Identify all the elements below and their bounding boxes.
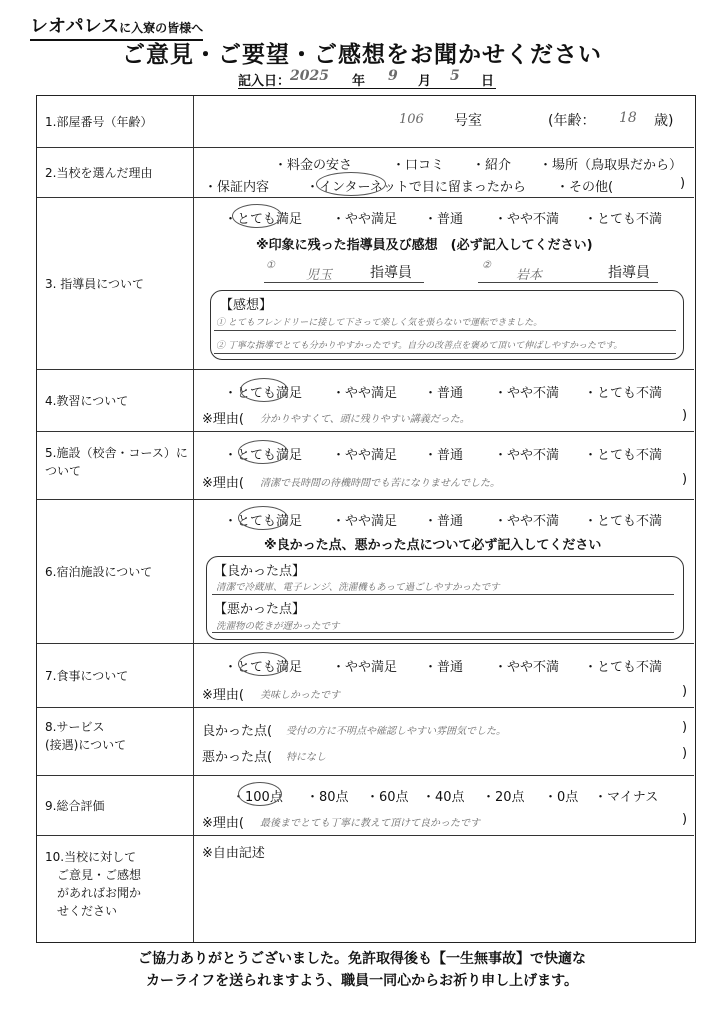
reason-label: ※理由( [202, 476, 244, 491]
close-paren: ) [682, 472, 688, 487]
bad-label: 【悪かった点】 [214, 602, 306, 617]
option-internet[interactable]: ・インターネットで目に留まったから [306, 180, 526, 195]
entry-date [238, 70, 496, 89]
reason-value[interactable]: 美味しかったです [260, 690, 340, 701]
selection-circle [238, 652, 288, 676]
date-day[interactable]: 5 [450, 68, 460, 84]
option-somewhat-dissatisfied[interactable]: ・やや不満 [494, 386, 560, 401]
option-somewhat-dissatisfied[interactable]: ・やや不満 [494, 448, 560, 463]
instructor-note: ※印象に残った指導員及び感想 (必ず記入してください) [256, 238, 593, 253]
close-paren: ) [682, 746, 688, 761]
free-comment-area[interactable] [202, 864, 686, 934]
age-label: (年齢： [548, 113, 596, 129]
impressions-label: 【感想】 [220, 298, 273, 313]
reason-label: ※理由( [202, 688, 244, 703]
row-lodging [37, 500, 694, 644]
option-somewhat-satisfied[interactable]: ・やや満足 [332, 386, 398, 401]
reason-value[interactable]: 最後までとても丁寧に教えて頂けて良かったです [260, 818, 480, 829]
selection-circle [238, 440, 288, 464]
option-somewhat-satisfied[interactable]: ・やや満足 [332, 448, 398, 463]
underline [264, 282, 424, 283]
row-label: 7.食事について [37, 644, 194, 707]
instructor2-name[interactable]: 岩本 [516, 268, 543, 283]
instructor2-number: ② [482, 260, 491, 271]
row-label: 5.施設（校舎・コース）について [37, 432, 194, 499]
row-label: 1.部屋番号（年齢） [37, 96, 194, 147]
row-overall [37, 776, 694, 836]
option-guarantee[interactable]: ・保証内容 [204, 180, 270, 195]
option-referral[interactable]: ・紹介 [472, 158, 512, 173]
reason-label: ※理由( [202, 412, 244, 427]
page-title: ご意見・ご要望・ご感想をお聞かせください [122, 42, 602, 68]
option-40[interactable]: ・40点 [422, 790, 465, 805]
reason-label: ※理由( [202, 816, 244, 831]
option-80[interactable]: ・80点 [306, 790, 349, 805]
row-service [37, 708, 694, 776]
option-neutral[interactable]: ・普通 [424, 660, 464, 675]
row-room [37, 96, 694, 148]
option-very-dissatisfied[interactable]: ・とても不満 [584, 386, 663, 401]
option-somewhat-dissatisfied[interactable]: ・やや不満 [494, 212, 560, 227]
row-label: 4.教習について [37, 370, 194, 431]
bad-value[interactable]: 洗濯物の乾きが遅かったです [216, 621, 340, 632]
option-somewhat-satisfied[interactable]: ・やや満足 [332, 660, 398, 675]
close-paren: ) [682, 812, 688, 827]
option-other[interactable]: ・その他( [556, 180, 614, 195]
option-reviews[interactable]: ・口コミ [392, 158, 445, 173]
footer-line-2: カーライフを送られますよう、職員一同心からお祈り申し上げます。 [145, 973, 579, 989]
option-price[interactable]: ・料金の安さ [274, 158, 353, 173]
option-neutral[interactable]: ・普通 [424, 386, 464, 401]
option-very-dissatisfied[interactable]: ・とても不満 [584, 514, 663, 529]
selection-circle [240, 378, 288, 402]
option-very-satisfied[interactable]: ・とても満足 [224, 212, 303, 227]
impression-2[interactable]: ② 丁寧な指導でとても分かりやすかったです。自分の改善点を褒めて頂いて伸ばしやすかったです。 [216, 341, 623, 351]
row-facilities [37, 432, 694, 500]
instructor1-suffix: 指導員 [370, 265, 412, 281]
option-very-satisfied[interactable]: ・とても満足 [224, 386, 303, 401]
selection-circle [316, 172, 386, 196]
instructor2-suffix: 指導員 [608, 265, 650, 281]
underline [214, 353, 676, 354]
impression-1[interactable]: ① とてもフレンドリーに接して下さって楽しく気を張らないで運転できました。 [216, 318, 543, 328]
selection-circle [238, 782, 282, 806]
option-neutral[interactable]: ・普通 [424, 514, 464, 529]
row-label: 6.宿泊施設について [37, 500, 194, 643]
footer-message [0, 948, 724, 992]
date-month-unit: 月 [418, 74, 432, 89]
option-somewhat-satisfied[interactable]: ・やや満足 [332, 514, 398, 529]
date-month[interactable]: 9 [388, 68, 398, 84]
option-neutral[interactable]: ・普通 [424, 212, 464, 227]
date-day-unit: 日 [481, 74, 495, 89]
date-label: 記入日： [238, 74, 291, 89]
room-unit: 号室 [454, 113, 482, 129]
underline [212, 594, 674, 595]
good-label: 良かった点( [202, 724, 273, 739]
option-very-satisfied[interactable]: ・とても満足 [224, 660, 303, 675]
option-0[interactable]: ・0点 [544, 790, 579, 805]
underline [214, 330, 676, 331]
row-label: 2.当校を選んだ理由 [37, 148, 194, 197]
row-label: 10.当校に対して ご意見・ご感想 があればお聞か せください [37, 836, 194, 942]
option-100[interactable]: ・100点 [232, 790, 283, 805]
good-value[interactable]: 受付の方に不明点や確認しやすい雰囲気でした。 [286, 726, 506, 737]
bad-label: 悪かった点( [202, 750, 273, 765]
close-paren: ) [682, 684, 688, 699]
free-label: ※自由記述 [202, 846, 265, 861]
date-year[interactable]: 2025 [290, 68, 329, 84]
row-meals [37, 644, 694, 708]
option-somewhat-dissatisfied[interactable]: ・やや不満 [494, 514, 560, 529]
brand-suffix: に入寮の皆様へ [119, 21, 204, 35]
age-value[interactable]: 18 [619, 110, 637, 126]
option-minus[interactable]: ・マイナス [594, 790, 659, 805]
footer-line-1: ご協力ありがとうございました。免許取得後も【一生無事故】で快適な [138, 951, 586, 967]
option-very-dissatisfied[interactable]: ・とても不満 [584, 660, 663, 675]
row-label: 9.総合評価 [37, 776, 194, 835]
option-neutral[interactable]: ・普通 [424, 448, 464, 463]
selection-circle [232, 204, 282, 228]
row-label: 8.サービス (接遇)について [37, 708, 194, 775]
bad-value[interactable]: 特になし [286, 752, 326, 763]
lodging-note: ※良かった点、悪かった点について必ず記入してください [264, 538, 602, 553]
row-reason [37, 148, 694, 198]
feedback-form [36, 95, 696, 943]
age-unit: 歳) [654, 113, 674, 129]
option-location[interactable]: ・場所（鳥取県だから） [539, 158, 683, 173]
close-paren: ) [682, 408, 688, 423]
instructor1-name[interactable]: 児玉 [306, 268, 333, 283]
reason-value[interactable]: 清潔で長時間の待機時間でも苦になりませんでした。 [260, 478, 500, 489]
reason-value[interactable]: 分かりやすくて、頭に残りやすい講義だった。 [260, 414, 470, 425]
row-instructor [37, 198, 694, 370]
good-value[interactable]: 清潔で冷蔵庫、電子レンジ、洗濯機もあって過ごしやすかったです [216, 582, 500, 593]
row-lessons [37, 370, 694, 432]
date-year-unit: 年 [352, 74, 366, 89]
instructor1-number: ① [266, 260, 275, 271]
option-20[interactable]: ・20点 [482, 790, 525, 805]
underline [212, 632, 674, 633]
option-very-dissatisfied[interactable]: ・とても不満 [584, 212, 663, 227]
underline [478, 282, 658, 283]
row-free-comment [37, 836, 694, 942]
brand-name: レオパレス [30, 16, 120, 37]
option-very-dissatisfied[interactable]: ・とても不満 [584, 448, 663, 463]
header-brand [30, 12, 203, 38]
option-somewhat-dissatisfied[interactable]: ・やや不満 [494, 660, 560, 675]
good-label: 【良かった点】 [214, 564, 306, 579]
option-very-satisfied[interactable]: ・とても満足 [224, 514, 303, 529]
room-number-value[interactable]: 106 [399, 112, 424, 127]
close-paren: ) [680, 176, 686, 191]
option-somewhat-satisfied[interactable]: ・やや満足 [332, 212, 398, 227]
option-very-satisfied[interactable]: ・とても満足 [224, 448, 303, 463]
close-paren: ) [682, 720, 688, 735]
selection-circle [238, 506, 288, 530]
row-label: 3. 指導員について [37, 198, 194, 369]
option-60[interactable]: ・60点 [366, 790, 409, 805]
